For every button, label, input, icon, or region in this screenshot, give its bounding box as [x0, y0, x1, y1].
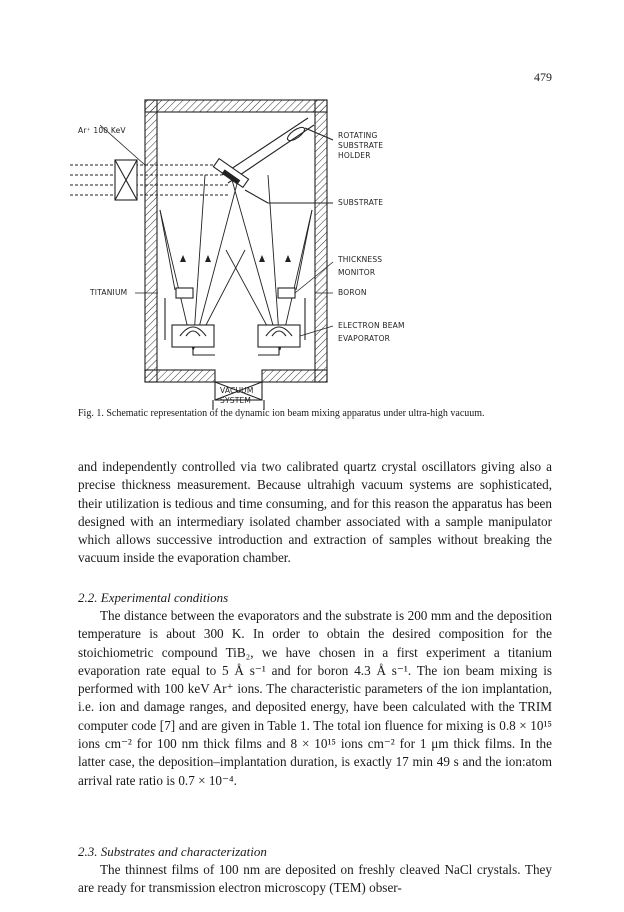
thickness-monitor-label-line2: MONITOR [338, 268, 376, 277]
paragraph-continuation [78, 458, 552, 568]
vacuum-system-label-line2: SYSTEM [220, 396, 252, 405]
evaporation-rays [160, 175, 312, 350]
apparatus-diagram [0, 0, 624, 410]
section-2-2-text: The distance between the evaporators and the substrate is 200 mm and the deposition temperature is about 300 K. In order to obtain the desired composition for the stoichiometric compound TiB₂, we have chosen in a first experiment a titanium evaporation rate equal to 5 Å s⁻¹ and for boron 4.3 Å s⁻¹. The ion beam mixing is performed with 100 keV Ar⁺ ions. The characteristic parameters of the ion implantation, i.e. ion and damage ranges, and deposited energy, have been calculated with the TRIM computer code [7] and are given in Table 1. The total ion fluence for mixing is 0.8 × 10¹⁵ ions cm⁻² for 100 nm thick films and 8 × 10¹⁵ ions cm⁻² for 1 μm thick films. In the latter case, the deposition–implantation duration, is exactly 17 min 49 s and the ion:atom arrival rate ratio is 0.7 × 10⁻⁴. [78, 608, 552, 788]
boron-label: BORON [338, 288, 367, 297]
evaporator-label-line1: ELECTRON BEAM [338, 321, 405, 330]
section-2-3-text: The thinnest films of 100 nm are deposited on freshly cleaved NaCl crystals. They are ready for transmission electron microscopy (TEM) obser- [78, 862, 552, 896]
rotating-holder-label-line2: SUBSTRATE [338, 141, 384, 150]
substrate-label: SUBSTRATE [338, 198, 384, 207]
thickness-monitor-right [278, 288, 295, 298]
thickness-monitor-label-line1: THICKNESS [338, 255, 383, 264]
apparatus-figure [0, 0, 624, 410]
chamber-wall-top [145, 100, 327, 112]
section-2-2-body [78, 607, 552, 790]
thickness-monitor-left [176, 288, 193, 298]
evaporator-left [172, 325, 215, 355]
rotating-holder-label-line3: HOLDER [338, 151, 371, 160]
section-heading-2-3: 2.3. Substrates and characterization [78, 844, 267, 859]
figure-caption: Fig. 1. Schematic representation of the dynamic ion beam mixing apparatus under ultra-high vacuum. [78, 408, 485, 419]
chamber-wall-left [145, 100, 157, 382]
evaporator-label-line2: EVAPORATOR [338, 334, 391, 343]
ray-arrows [180, 255, 291, 262]
evaporator-right [258, 325, 300, 355]
chamber-wall-right [315, 100, 327, 382]
section-2-3-body [78, 861, 552, 898]
titanium-label: TITANIUM [90, 288, 128, 297]
paragraph-text: and independently controlled via two calibrated quartz crystal oscillators giving also a precise thickness measurement. Because ultrahigh vacuum systems are sophisticated, their utilization is tedious and time consuming, and for this reason the apparatus has been designed with an intermediary isolated chamber associated with a sample manipulator which allows successive introduction and extraction of samples without breaking the vacuum inside the evaporation chamber. [78, 459, 552, 566]
ion-beam-label: Ar⁺ 100 KeV [78, 126, 126, 135]
vacuum-system-label-line1: VACUUM [220, 386, 254, 395]
section-heading-2-2: 2.2. Experimental conditions [78, 590, 229, 605]
chamber-wall-bottom-right [262, 370, 327, 382]
page-number: 479 [534, 70, 552, 84]
rotating-holder-label-line1: ROTATING [338, 131, 378, 140]
chamber-wall-bottom-left [145, 370, 215, 382]
